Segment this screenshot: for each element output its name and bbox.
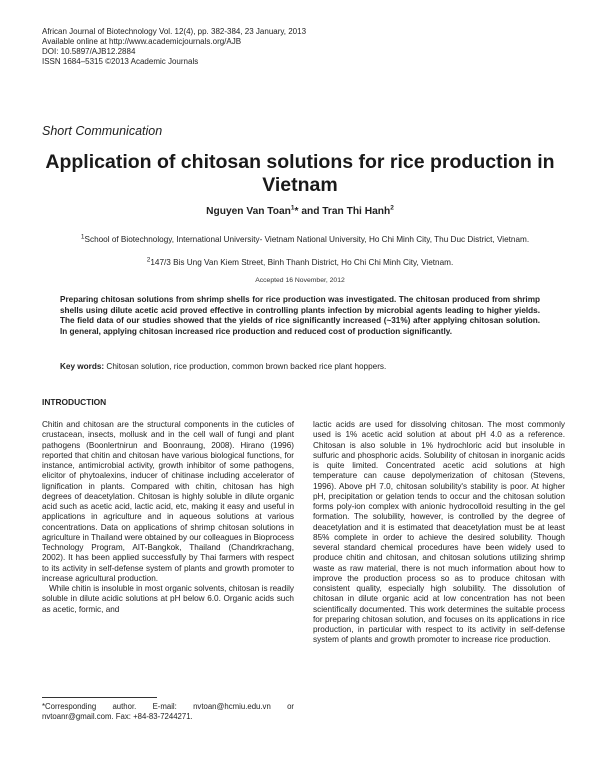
footnote-divider xyxy=(42,697,157,698)
section-heading: INTRODUCTION xyxy=(42,397,107,407)
author-affiliation-mark: 2 xyxy=(390,204,394,212)
corresponding-author-footnote: *Corresponding author. E-mail: nvtoan@hcmiu.edu.vn or nvtoanr@gmail.com. Fax: +84-83-7244271. xyxy=(42,702,294,722)
affiliation-text: School of Biotechnology, International University- Vietnam National University, Ho Chi Minh City, Thu Duc District, Vietnam. xyxy=(84,235,530,244)
journal-citation: African Journal of Biotechnology Vol. 12(4), pp. 382-384, 23 January, 2013 xyxy=(42,27,307,36)
body-paragraph: Chitin and chitosan are the structural components in the cuticles of crustacean, insects, mollusk and in the cell wall of fungi and plant pathogens (Boonlertnirun and Boonraung, 2008). Hirano (1996) reported that chitin and chitosan have various biological functions, for instance, antimicrobial activity, growth inhibitor of some pathogens, elicitor of phytoalexins, inducer of chitinase including accelerator of lignification in plants. Compared with chitin, chitosan has high degrees of deacetylation. Chitosan is highly soluble in dilute organic acid such as acetic acid, lactic acid, etc, making it easy and useful in applications in agriculture and in aqueous solutions at various concentrations. Data on applications of shrimp chitosan solutions in agriculture in Thailand were obtained by our colleagues in Bioprocess Technology Program, AIT-Bangkok, Thailand (Chandrkrachang, 2002). It has been applied successfully by Thai farmers with respect to its activity in self-defense system of plants and growth promoter to increase agricultural production. xyxy=(42,420,294,583)
journal-header xyxy=(42,27,306,67)
left-column xyxy=(42,420,294,615)
author-list xyxy=(42,206,558,217)
author-name: Tran Thi Hanh xyxy=(322,206,391,217)
affiliation-text: 147/3 Bis Ung Van Kiem Street, Binh Thanh District, Ho Chi Chi Minh City, Vietnam. xyxy=(150,258,454,267)
article-type: Short Communication xyxy=(42,124,163,138)
article-title: Application of chitosan solutions for rice production in Vietnam xyxy=(45,151,555,196)
keywords-label: Key words: xyxy=(60,362,105,371)
body-paragraph: lactic acids are used for dissolving chitosan. The most commonly used is 1% acetic acid solution at about pH 4.0 as a reference. Chitosan is also soluble in 1% hydrochloric acid but insoluble in sulfuric and phosphoric acids. Solubility of chitosan in inorganic acids is quite limited. Concentrated acetic acid solutions at high temperature can cause depolymerization of chitosan (Stevens, 1996). Above pH 7.0, chitosan solubility's stability is poor. At higher pH, precipitation or gelation tends to occur and the chitosan solution forms poly-ion complex with anionic hydrocolloid resulting in the gel formation. The solubility, however, is controlled by the degree of deacetylation and it is estimated that deacetylation must be at least 85% complete in order to achieve the desired solubility. Though several standard chemical procedures have been widely used to produce chitin and chitosan, and chitosan solutions utilizing shrimp waste as raw material, there is not much information about how to improve the production process so as to produce chitosan with consistent quality, especially high solubility. The dissolution of chitosan in dilute organic acid at low concentration has not been scientifically documented. This work determines the suitable process for preparing chitosan solution, and focuses on its applications in rice production, in particular with respect to its activity in self-defense system of plants and growth promoter to increase rice production. xyxy=(313,420,565,645)
accepted-date: Accepted 16 November, 2012 xyxy=(255,277,345,284)
author-affiliation-mark: 1 xyxy=(290,204,295,212)
journal-doi: DOI: 10.5897/AJB12.2884 xyxy=(42,47,136,56)
abstract: Preparing chitosan solutions from shrimp shells for rice production was investigated. The chitosan produced from shrimp shells using dilute acetic acid proved effective in controlling plants infection by microbial agents leading to higher yields. The field data of our studies showed that the yields of rice significantly increased (~31%) after applying chitosan solution. In general, applying chitosan increased rice production and reduced cost of production significantly. xyxy=(60,295,540,336)
keywords xyxy=(60,362,540,371)
affiliation-number: 2 xyxy=(146,256,151,264)
right-column xyxy=(313,420,565,646)
keywords-text: Chitosan solution, rice production, common brown backed rice plant hoppers. xyxy=(104,362,387,371)
journal-url: Available online at http://www.academicjournals.org/AJB xyxy=(42,37,242,46)
affiliation-number: 1 xyxy=(80,233,85,241)
journal-issn: ISSN 1684–5315 ©2013 Academic Journals xyxy=(42,57,199,66)
author-conjunction: and xyxy=(298,206,323,217)
author-name: Nguyen Van Toan xyxy=(206,206,291,217)
body-paragraph: While chitin is insoluble in most organic solvents, chitosan is readily soluble in dilute acidic solutions at pH below 6.0. Organic acids such as acetic, formic, and xyxy=(42,584,294,614)
corresponding-mark: * xyxy=(294,206,299,217)
affiliation-1 xyxy=(52,234,558,245)
affiliation-2 xyxy=(42,257,558,268)
